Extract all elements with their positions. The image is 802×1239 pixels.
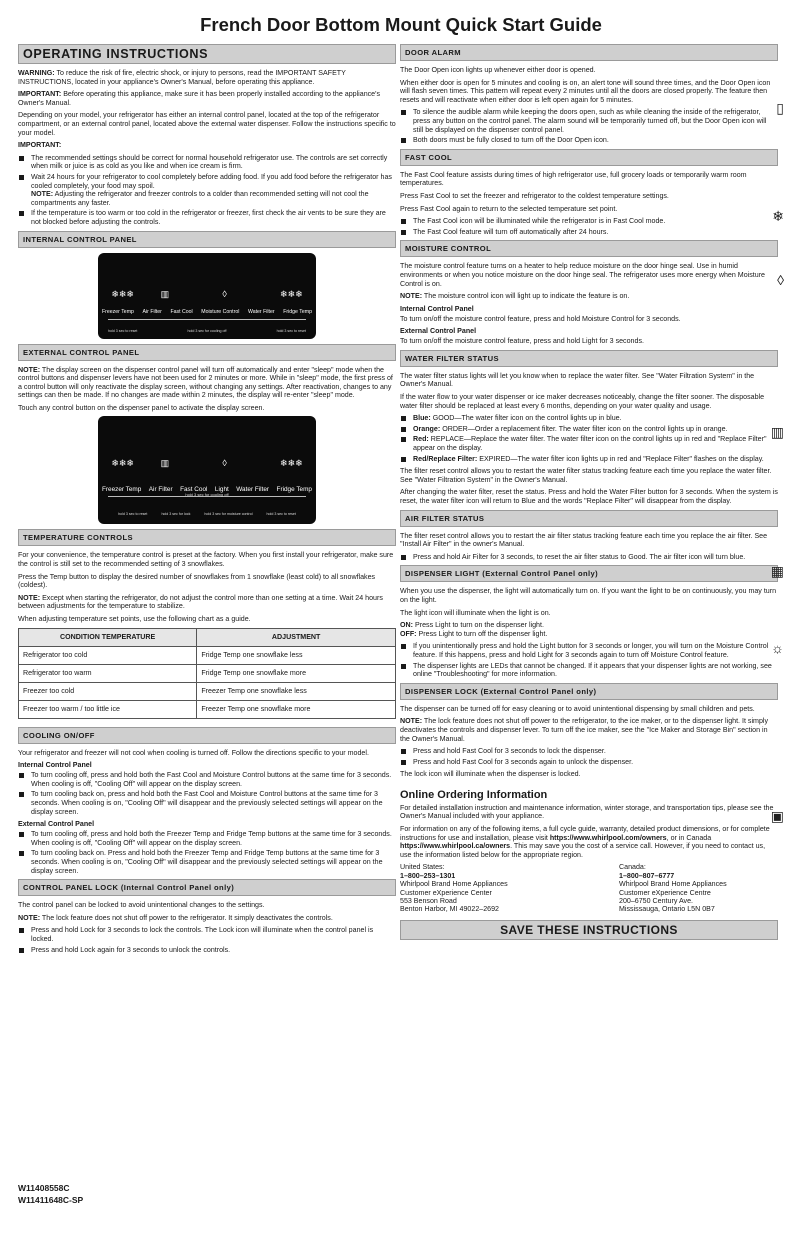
door-alarm-heading: DOOR ALARM (400, 44, 778, 61)
temperature-heading: TEMPERATURE CONTROLS (18, 529, 396, 546)
external-panel-heading: EXTERNAL CONTROL PANEL (18, 344, 396, 361)
online-p2: For information on any of the following items, a full cycle guide, warranty, detailed product dimensions, or for complete instructions for use and installation, please visit https://www.whirlpool.com/owners, or in Canada https://www.whirlpool.ca/owners. This may save you the cost of a service call. However, if you need to contact us, use the information listed below for the appropriate region. (400, 825, 770, 859)
air-filter-icon: ▥ (160, 288, 170, 299)
air-filter-icon: ▦ (770, 563, 784, 579)
list-item: If the temperature is too warm or too cold in the refrigerator or freezer, first check the air vents to be sure they are not blocked before adjusting the controls. (18, 209, 396, 226)
snowflake-icon: ❄❄❄ (111, 288, 134, 299)
light-bulb-icon: ☼ (771, 640, 784, 656)
air-p1: The filter reset control allows you to restart the air filter status tracking feature each time you replace the air filter. See "Install Air Filter" in the owner's Manual. (400, 531, 768, 549)
warning-text: WARNING: To reduce the risk of fire, electric shock, or injury to persons, read the IMPORTANT SAFETY INSTRUCTIONS, located in your appliance's Owner's Manual, before operating this appliance. (18, 69, 346, 86)
light-p1: When you use the dispenser, the light will automatically turn on. If you want the light to be on continuously, you may turn on the light. (400, 587, 777, 604)
cooling-p1: Your refrigerator and freezer will not cool when cooling is turned off. Follow the directions specific to your model. (18, 748, 369, 757)
contact-us: United States: 1–800–253–1301 Whirlpool Brand Home Appliances Customer eXperience Center 553 Benson Road Benton Harbor, MI 49022–2692 (400, 863, 508, 914)
panel-label: Water Filter (236, 486, 270, 494)
list-item: The Fast Cool icon will be illuminated while the refrigerator is in Fast Cool mode. (400, 217, 778, 226)
panel-label: Fast Cool (180, 486, 208, 494)
cooling-internal-label: Internal Control Panel (18, 761, 92, 770)
lock-note: NOTE: The lock feature does not shut off power to the refrigerator. It simply deactivates the controls. (18, 913, 333, 922)
list-item: The dispenser lights are LEDs that cannot be changed. If it appears that your dispenser lights are not working, see online "Troubleshooting" for more information. (400, 662, 778, 679)
list-item: To turn cooling off, press and hold both the Fast Cool and Moisture Control buttons at the same time for 3 seconds. When cooling is off, "Cooling Off" will appear on the display screen. (18, 771, 396, 788)
door-alarm-p2: When either door is open for 5 minutes and cooling is on, an alert tone will sound three times, and the Door Open icon will flash seven times. This pattern will repeat every 2 minutes until all the doors are closed properly. The feature then resets and will reactivate when either door is left open again for 5 minutes. (400, 78, 771, 104)
list-item: Both doors must be fully closed to turn off the Door Open icon. (400, 136, 778, 145)
water-status-list (400, 414, 778, 463)
right-column (400, 44, 778, 945)
air-filter-icon: ▥ (160, 458, 170, 469)
moisture-internal-text: To turn on/off the moisture control feature, press and hold Moisture Control for 3 seconds. (400, 314, 681, 323)
water-p3: The filter reset control allows you to restart the water filter status tracking feature each time you replace the water filter. See "Water Filtration System" in the Owner's Manual. (400, 467, 772, 484)
online-p1: For detailed installation instruction and maintenance information, winter storage, and transportation tips, please see the Owner's Manual included with your appliance. (400, 803, 774, 821)
cooling-external-list (18, 830, 396, 875)
panel-label: Moisture Control (201, 308, 240, 315)
external-note: NOTE: The display screen on the dispenser control panel will turn off automatically and enter "sleep" mode when the control buttons and dispenser levers have not been used for 2 minutes or more. While in "sleep" mode, the first press of a control button will only reactivate the display screen, without changing any settings. After reactivation, changes to any settings can then be made. If no changes are made within 2 minutes, the display will re-enter "sleep" mode. (18, 365, 393, 400)
model-number: W11411648C-SP (18, 1195, 84, 1205)
panel-label: Air Filter (142, 308, 162, 315)
dlock-list (400, 747, 778, 766)
list-item: Press and hold Air Filter for 3 seconds, to reset the air filter status to Good. The air filter icon will turn blue. (400, 553, 778, 562)
fast-cool-p1: The Fast Cool feature assists during times of high refrigerator use, full grocery loads or temporarily warm room temperatures. (400, 170, 747, 188)
list-item: To turn cooling back on, press and hold both the Fast Cool and Moisture Control buttons at the same time for 3 seconds. When cooling is on, "Cooling Off" will disappear and the previously selected settings will appear on the display screen. (18, 790, 396, 816)
moisture-note: NOTE: The moisture control icon will light up to indicate the feature is on. (400, 292, 630, 301)
fast-cool-heading: FAST COOL (400, 149, 778, 166)
hold-caption: hold 3 sec for cooling off (187, 328, 227, 333)
hold-caption: hold 3 sec for cooling off (185, 492, 229, 498)
panel-label: Air Filter (148, 486, 173, 494)
dlock-note: NOTE: The lock feature does not shut off power to the refrigerator, to the ice maker, or to the dispenser light. It simply deactivates the controls and dispenser lever. To turn off the ice maker, see the "Ice Maker and Storage Bin" section in the Owner's Manual. (400, 717, 769, 743)
temperature-p1: For your convenience, the temperature control is preset at the factory. When you first install your refrigerator, make sure the control is still set to the recommended setting of 3 snowflakes. (18, 551, 394, 569)
temperature-note: NOTE: Except when starting the refrigerator, do not adjust the control more than one setting at a time. Wait 24 hours between adjustments for the temperature to stabilize. (18, 593, 383, 611)
save-instructions-banner: SAVE THESE INSTRUCTIONS (400, 920, 778, 940)
water-p2: If the water flow to your water dispenser or ice maker decreases noticeably, change the filter sooner. The disposable water filter should be replaced at least every 6 months, depending on your water quality and usage. (400, 393, 765, 410)
lock-icon: ▣ (770, 808, 784, 824)
panel-label: Water Filter (247, 308, 275, 315)
fast-cool-p3: Press Fast Cool again to return to the selected temperature set point. (400, 204, 618, 213)
table-header: CONDITION TEMPERATURE (19, 628, 197, 646)
dlock-p2: The lock icon will illuminate when the dispenser is locked. (400, 770, 581, 779)
panel-label: Freezer Temp (102, 308, 134, 315)
hold-caption: hold 3 sec to reset (276, 328, 306, 333)
whirlpool-us-link[interactable]: https://www.whirlpool.com/owners (549, 833, 667, 842)
temperature-p2: Press the Temp button to display the desired number of snowflakes from 1 snowflake (least cold) to all snowflakes (coldest). (18, 572, 376, 590)
door-alarm-list (400, 108, 778, 144)
page-title: French Door Bottom Mount Quick Start Guide (200, 14, 602, 35)
fast-cool-icon: ❄ (772, 208, 784, 224)
model-numbers (18, 1182, 83, 1206)
external-control-panel-image (98, 416, 316, 524)
dispenser-light-heading: DISPENSER LIGHT (External Control Panel only) (400, 565, 778, 582)
dlock-p1: The dispenser can be turned off for easy cleaning or to avoid unintentional dispensing by small children and pets. (400, 704, 755, 713)
hold-caption: hold 3 sec for lock (161, 512, 191, 517)
temperature-p3: When adjusting temperature set points, use the following chart as a guide. (18, 615, 251, 624)
lock-p1: The control panel can be locked to avoid unintentional changes to the settings. (18, 901, 265, 910)
light-on: ON: Press Light to turn on the dispenser light. OFF: Press Light to turn off the dispenser light. (400, 621, 548, 638)
list-item: If you unintentionally press and hold the Light button for 3 seconds or longer, you will turn on the Moisture Control feature. If this happens, press and hold Light for 3 seconds again to turn off Moisture Control feature. (400, 642, 778, 659)
fast-cool-list (400, 217, 778, 236)
moisture-p1: The moisture control feature turns on a heater to help reduce moisture on the door hinge seal. Use in humid environments or when you notice moisture on the door hinge seal. The refrigerator uses more energy when Moisture Control is on. (400, 262, 765, 288)
water-filter-heading: WATER FILTER STATUS (400, 350, 778, 367)
panel-label: Fridge Temp (283, 308, 312, 315)
operating-heading: OPERATING INSTRUCTIONS (18, 44, 396, 64)
fast-cool-p2: Press Fast Cool to set the freezer and refrigerator to the coldest temperature settings. (400, 191, 669, 200)
internal-panel-heading: INTERNAL CONTROL PANEL (18, 231, 396, 248)
hold-caption: hold 3 sec to reset (266, 512, 296, 517)
air-list (400, 553, 778, 562)
moisture-internal-label: Internal Control Panel (400, 304, 474, 313)
dispenser-lock-heading: DISPENSER LOCK (External Control Panel only) (400, 683, 778, 700)
list-item: Press and hold Fast Cool for 3 seconds to lock the dispenser. (400, 747, 778, 756)
table-row: Refrigerator too warm Fridge Temp one snowflake more (19, 664, 396, 682)
touch-text: Touch any control button on the dispenser panel to activate the display screen. (18, 403, 265, 412)
moisture-control-icon: ◊ (777, 272, 784, 288)
panel-label: Freezer Temp (102, 486, 142, 494)
cooling-external-label: External Control Panel (18, 820, 95, 829)
water-p4: After changing the water filter, reset the status. Press and hold the Water Filter button for 3 seconds. When the system is reset, the water filter icon will return to Blue and the words "Replace Filter" will disappear from the display. (400, 488, 778, 505)
moisture-external-text: To turn on/off the moisture control feature, press and hold Light for 3 seconds. (400, 337, 644, 346)
light-p2: The light icon will illuminate when the light is on. (400, 608, 551, 617)
model-number: W11408558C (18, 1183, 70, 1193)
snowflake-icon: ❄❄❄ (280, 288, 303, 299)
lock-heading: CONTROL PANEL LOCK (Internal Control Panel only) (18, 879, 396, 896)
list-item: To turn cooling back on. Press and hold both the Freezer Temp and Fridge Temp buttons at the same time for 3 seconds. When cooling is on, "Cooling Off" will disappear and the previously selected settings will appear on the display screen. (18, 849, 396, 875)
list-item: To silence the audible alarm while keeping the doors open, such as while cleaning the inside of the refrigerator, press any button on the control panel. The alarm sound will be temporarily turned off, but the Door Open icon will still be displayed on the dispenser control panel. (400, 108, 778, 134)
cooling-heading: COOLING ON/OFF (18, 727, 396, 744)
water-p1: The water filter status lights will let you know when to replace the water filter. See "Water Filtration System" in the Owner's Manual. (400, 371, 755, 389)
list-item: To turn cooling off, press and hold both the Freezer Temp and Fridge Temp buttons at the same time for 3 seconds. When cooling is off, "Cooling Off" will appear on the display screen. (18, 830, 396, 847)
light-list (400, 642, 778, 678)
list-item: The Fast Cool feature will turn off automatically after 24 hours. (400, 228, 778, 237)
list-item: Press and hold Lock for 3 seconds to lock the controls. The Lock icon will illuminate when the control panel is locked. (18, 926, 396, 943)
whirlpool-ca-link[interactable]: https://www.whirlpool.ca/owners (400, 842, 511, 851)
list-item: Orange: ORDER—Order a replacement filter. The water filter icon on the control lights up in orange. (400, 425, 778, 434)
list-item: Press and hold Lock again for 3 seconds to unlock the controls. (18, 946, 396, 955)
internal-control-panel-image (98, 253, 316, 339)
door-alarm-p1: The Door Open icon lights up whenever either door is opened. (400, 66, 596, 74)
moisture-external-label: External Control Panel (400, 327, 477, 336)
depending-text: Depending on your model, your refrigerator has either an internal control panel, located at the top of the refrigerator compartment, or an external control panel, located above the external water dispenser. Follow the instructions specific to your model. (18, 111, 396, 137)
temperature-table (18, 628, 396, 719)
hold-caption: hold 3 sec for moisture control (204, 512, 253, 517)
panel-label: Fast Cool (170, 308, 193, 315)
table-row: Freezer too cold Freezer Temp one snowflake less (19, 682, 396, 700)
moisture-heading: MOISTURE CONTROL (400, 240, 778, 257)
list-item: Blue: GOOD—The water filter icon on the control lights up in blue. (400, 414, 778, 423)
light-icon: ◊ (222, 458, 227, 469)
list-item: Wait 24 hours for your refrigerator to cool completely before adding food. If you add food before the refrigerator has cooled completely, your food may spoil. NOTE: Adjusting the refrigerator and freezer controls to a colder than recommended setting will not cool the compartments any faster. (18, 173, 396, 207)
moisture-icon: ◊ (222, 288, 227, 299)
left-column (18, 44, 396, 958)
online-heading: Online Ordering Information (400, 788, 548, 801)
list-item: Red: REPLACE—Replace the water filter. The water filter icon on the control lights up in red and "Replace Filter" appear on the display. (400, 435, 778, 452)
cooling-internal-list (18, 771, 396, 816)
panel-label: Fridge Temp (276, 486, 312, 494)
snowflake-icon: ❄❄❄ (111, 458, 134, 469)
table-row: Refrigerator too cold Fridge Temp one snowflake less (19, 646, 396, 664)
hold-caption: hold 3 sec to reset (108, 328, 138, 333)
important-label: IMPORTANT: (18, 141, 62, 150)
list-item: Red/Replace Filter: EXPIRED—The water filter icon lights up in red and "Replace Filter" flashes on the display. (400, 455, 778, 464)
important-text: IMPORTANT: Before operating this appliance, make sure it has been properly installed according to the appliance's Owner's Manual. (18, 90, 381, 107)
lock-list (18, 926, 396, 954)
air-filter-heading: AIR FILTER STATUS (400, 510, 778, 527)
hold-caption: hold 3 sec to reset (118, 512, 148, 517)
list-item: The recommended settings should be correct for normal household refrigerator use. The controls are set correctly when milk or juice is as cold as you like and when ice cream is firm. (18, 154, 396, 171)
table-header: ADJUSTMENT (197, 628, 396, 646)
contact-ca: Canada: 1–800–807–6777 Whirlpool Brand Home Appliances Customer eXperience Centre 200–6750 Century Ave. Mississauga, Ontario L5N 0B7 (619, 863, 727, 914)
snowflake-icon: ❄❄❄ (280, 458, 303, 469)
door-open-icon: ▯ (776, 100, 784, 116)
water-filter-icon: ▥ (770, 424, 784, 440)
panel-label: Light (214, 486, 229, 494)
operating-list (18, 154, 396, 227)
list-item: Press and hold Fast Cool for 3 seconds again to unlock the dispenser. (400, 758, 778, 767)
contact-info (400, 863, 778, 913)
table-row: Freezer too warm / too little ice Freezer Temp one snowflake more (19, 700, 396, 718)
